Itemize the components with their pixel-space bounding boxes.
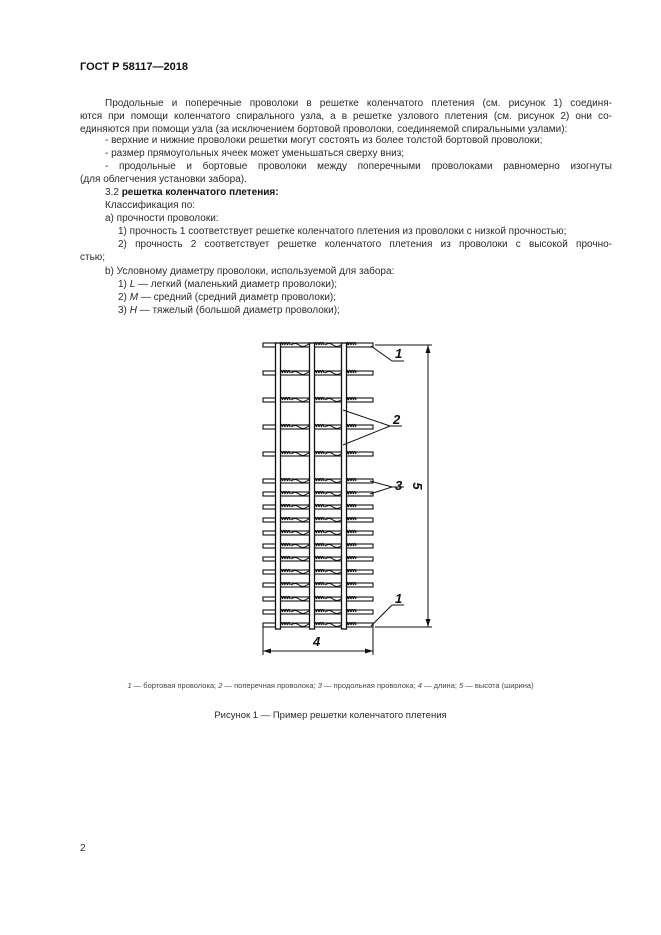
figure-title: Рисунок 1 — Пример решетки коленчатого плетения (214, 710, 447, 721)
callout-5: 5 (410, 482, 425, 490)
paragraph-line: ются при помощи коленчатого спирального узла, а в решетке узлового плетения (см. рисунок 2) они со- (80, 111, 612, 122)
dimension-lines (263, 345, 432, 655)
section-number: 3.2 (105, 187, 119, 198)
legend-text: — поперечная проволока; (224, 681, 316, 690)
item-code: L (129, 279, 136, 290)
item-num: 3) (118, 305, 127, 316)
bullet-item-continuation: (для облегчения установки забора). (80, 174, 247, 185)
document-id: ГОСТ Р 58117—2018 (80, 61, 188, 73)
legend-text: — длина; (423, 681, 457, 690)
legend-num: 4 (417, 681, 422, 690)
legend-num: 2 (218, 681, 223, 690)
cross-wire (310, 343, 315, 629)
item-text: — средний (средний диаметр проволоки); (140, 292, 337, 303)
item-code: M (129, 292, 139, 303)
classification-a-item: 2) прочность 2 соответствует решетке коленчатого плетения из проволоки с высокой прочно- (118, 239, 612, 250)
legend-num: 3 (317, 681, 322, 690)
callout-4: 4 (313, 634, 321, 649)
paragraph-line: единяются при помощи узла (за исключением бортовой проволоки, соединяемой спиральными узлами): (80, 124, 568, 135)
bullet-item: - верхние и нижние проволоки решетки могут состоять из более толстой бортовой проволоки; (105, 135, 543, 146)
cross-wire (342, 343, 347, 629)
legend-num: 1 (127, 681, 132, 690)
item-num: 2) (118, 292, 127, 303)
figure-legend (0, 679, 661, 692)
legend-text: — продольная проволока; (324, 681, 416, 690)
section-title: решетка коленчатого плетения: (121, 187, 279, 198)
callout-1-top: 1 (395, 346, 403, 361)
classification-a-item-continuation: стью; (80, 252, 106, 263)
classification-b: b) Условному диаметру проволоки, используемой для забора: (105, 266, 395, 277)
classification-a: а) прочности проволоки: (105, 213, 219, 224)
page-number: 2 (80, 843, 86, 854)
classification-a-item: 1) прочность 1 соответствует решетке коленчатого плетения из проволоки с низкой прочностью; (118, 226, 567, 237)
mesh-drawing (263, 343, 373, 630)
cross-wire (276, 343, 281, 629)
classification-intro: Классификация по: (105, 200, 196, 211)
item-text: — тяжелый (большой диаметр проволоки); (139, 305, 340, 316)
callout-1-bottom: 1 (395, 591, 403, 606)
bullet-item: - продольные и бортовые проволоки между поперечными проволоками равномерно изогнуты (105, 161, 612, 172)
item-text: — легкий (маленький диаметр проволоки); (138, 279, 338, 290)
legend-num: 5 (459, 681, 464, 690)
legend-text: — высота (ширина) (465, 681, 534, 690)
callout-2: 2 (393, 412, 401, 427)
bullet-item: - размер прямоугольных ячеек может уменьшаться сверху вниз; (105, 148, 405, 159)
item-code: H (129, 305, 137, 316)
legend-text: — бортовая проволока; (133, 681, 217, 690)
paragraph-line: Продольные и поперечные проволоки в решетке коленчатого плетения (см. рисунок 1) соединя- (105, 98, 612, 109)
item-num: 1) (118, 279, 127, 290)
callout-3: 3 (395, 478, 403, 493)
